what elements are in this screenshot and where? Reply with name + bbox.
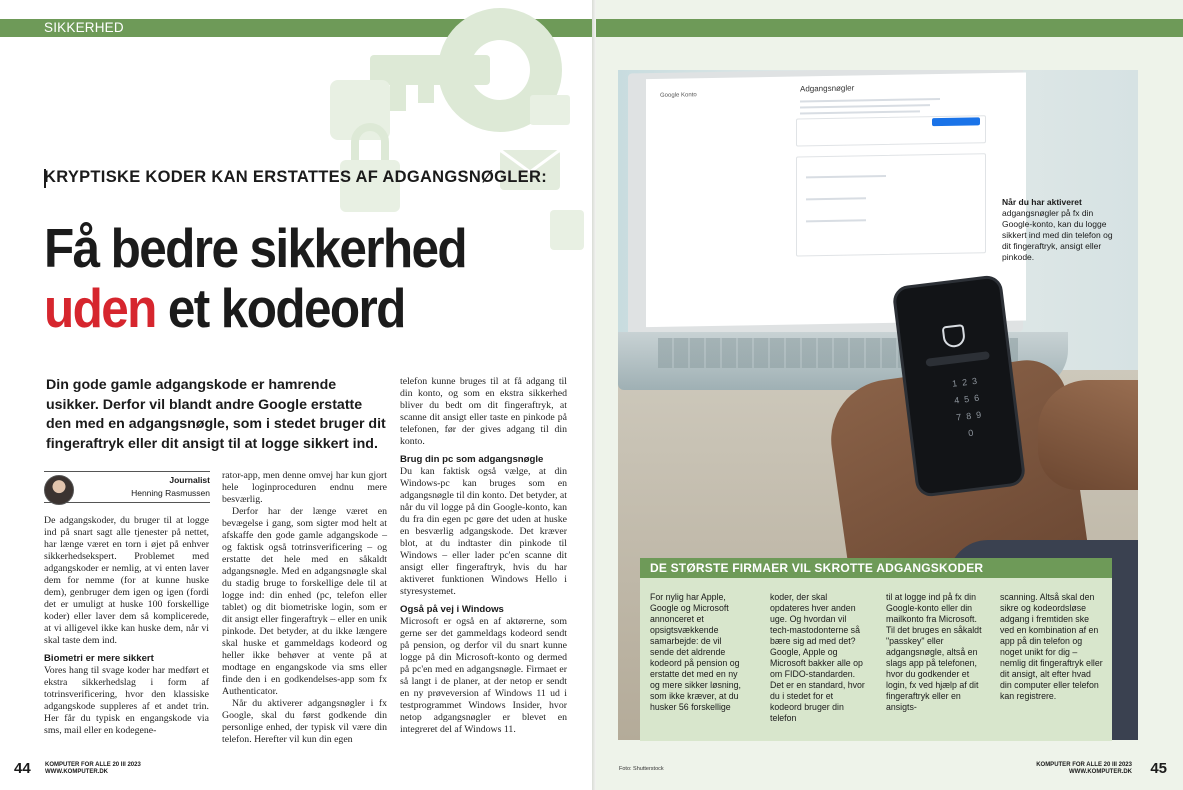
byline bbox=[44, 471, 210, 503]
pin-entry-dots bbox=[925, 351, 989, 367]
keypad-key: 1 bbox=[951, 378, 958, 389]
screen-blue-button bbox=[932, 117, 980, 126]
body-paragraph: De adgangskoder, du bruger til at logge ind på snart sagt alle tjenester på nettet, har længe været en torn i øjet på enhver sikkerhedsekspert. Problemet med adgangskoder er nemlig, at vi enten laver dem for nemme (for at kunne huske dem), genbruger dem igen og igen (fordi det er umuligt at huske 100 forskellige koder) eller laver dem så komplicerede, at vi alligevel ikke kan huske dem, når vi skal taste dem ind. bbox=[44, 515, 209, 646]
byline-role: Journalist bbox=[169, 475, 210, 485]
keypad-key: 4 bbox=[953, 395, 960, 406]
body-paragraph: Microsoft er også en af aktørerne, som gerne ser det gammeldags kodeord sendt på pension, og derfor vil du snart kunne logge på din Microsoft-konto og dermed på pc'en med en adgangsnøgle. Firmaet er så langt i de planer, at der netop er sendt en ny prøveversion af Windows 11 ud i testprogrammet Windows Insider, hvor netop adgangsnøgler er blevet en integreret del af Windows 11. bbox=[400, 616, 567, 735]
fact-box bbox=[640, 558, 1112, 741]
shield-check-icon bbox=[942, 324, 967, 349]
folio-right bbox=[1036, 762, 1132, 776]
google-account-logo: Google Konto bbox=[660, 92, 697, 99]
caption-text: adgangsnøgler på fx din Google-konto, kan du logge sikkert ind med din telefon og dit fingeraftryk, ansigt eller pinkode. bbox=[1002, 208, 1113, 262]
lead-paragraph: Din gode gamle adgangskode er hamrende usikker. Derfor vil blandt andre Google erstatte den med en adgangsnøgle, som i stedet bruger dit fingeraftryk eller dit ansigt til at logge sikkert ind. bbox=[46, 377, 386, 452]
keypad-key: 5 bbox=[963, 393, 970, 405]
screen-text-line bbox=[800, 104, 930, 108]
page-number-right: 45 bbox=[1150, 760, 1167, 777]
keypad-key: 8 bbox=[965, 410, 972, 422]
body-column-3 bbox=[400, 376, 567, 736]
body-paragraph: rator-app, men denne omvej har kun gjort hele loginproceduren endnu mere besværlig. bbox=[222, 470, 387, 505]
keypad-key: 2 bbox=[961, 377, 968, 388]
fact-box-title: DE STØRSTE FIRMAER VIL SKROTTE ADGANGSKODER bbox=[640, 558, 1112, 578]
headline bbox=[44, 218, 530, 338]
keypad-key: 0 bbox=[967, 427, 974, 439]
author-avatar bbox=[44, 475, 74, 505]
fact-box-column: koder, der skal opdateres hver anden uge. Og hvordan vil tech-mastodonterne så bære sig ad med det? Google, Apple og Microsoft bakker alle op om FIDO-standarden. Det er en standard, hvor du i stedet for et kodeord bruger din telefon bbox=[770, 592, 865, 723]
page-number-left: 44 bbox=[14, 760, 31, 777]
right-page bbox=[596, 0, 1183, 790]
screen-text-line bbox=[800, 110, 920, 114]
phone-keypad bbox=[936, 371, 1003, 467]
photo-caption bbox=[1002, 197, 1122, 263]
headline-red-word: uden bbox=[44, 277, 156, 339]
screen-text-line bbox=[800, 98, 940, 102]
photo-credit: Foto: Shutterstock bbox=[619, 766, 664, 772]
passkeys-page-title: Adgangsnøgler bbox=[800, 83, 855, 94]
headline-line1: Få bedre sikkerhed bbox=[44, 217, 467, 279]
section-tag: SIKKERHED bbox=[44, 20, 124, 35]
fact-box-column: For nylig har Apple, Google og Microsoft annonceret et opsigtsvækkende samarbejde: de vil sende det aldrende kodeord på pension og erstatte det med en ny og mere sikker løsning, som ikke kræver, at du husker 56 forskellige bbox=[650, 592, 741, 712]
folio-left bbox=[45, 762, 141, 776]
folio-url: WWW.KOMPUTER.DK bbox=[45, 769, 108, 775]
section-bar-right bbox=[596, 19, 1183, 37]
folio-issue: KOMPUTER FOR ALLE 20 III 2023 bbox=[1036, 762, 1132, 768]
keypad-key: 9 bbox=[975, 409, 982, 421]
body-paragraph: Du kan faktisk også vælge, at din Windows-pc kan bruges som en adgangsnøgle til din konto. Det betyder, at når du vil logge på din Google-konto, kan du fra din egen pc gøre det uden at huske en besværlig adgangskode. Det kræver blot, at du indtaster din pinkode til Windows – eller lader pc'en scanne dit ansigt eller fingeraftryk, hvis du har aktiveret funktionen Windows Hello i styresystemet. bbox=[400, 466, 567, 597]
folio-url: WWW.KOMPUTER.DK bbox=[1069, 769, 1132, 775]
body-column-2 bbox=[222, 470, 387, 746]
byline-name: Henning Rasmussen bbox=[131, 488, 210, 498]
keypad-key: 6 bbox=[973, 392, 980, 404]
body-paragraph: Derfor har der længe været en bevægelse i gang, som sigter mod helt at afskaffe den gode gamle adgangskode – og faktisk også totrinsverificering – og erstatte det hele med en såkaldt adgangsnøgle. Med en adgangsnøgle skal du stadig bruge to forskellige dele til at logge ind: din enhed (pc, telefon eller tablet) og dit biometriske login, som er dit ansigt eller fingeraftryk – eller en unik pinkode. Det betyder, at du ikke længere skal huske et gammeldags kodeord og heller ikke behøver at vente på at modtage en engangskode via sms eller finde den i en godkendelses-app som fx Authenticator. bbox=[222, 506, 387, 697]
subheading: Brug din pc som adgangsnøgle bbox=[400, 454, 544, 465]
kicker: KRYPTISKE KODER KAN ERSTATTES AF ADGANGSNØGLER: bbox=[44, 168, 548, 186]
body-paragraph: Vores hang til svage koder har medført et ekstra sikkerhedslag i form af totrinsverificering, hvor den klassiske adgangskode suppleres af et andet trin. Her får du typisk en engangskode via sms, mail eller en kodegene- bbox=[44, 665, 209, 736]
subheading: Biometri er mere sikkert bbox=[44, 653, 154, 664]
screen-card bbox=[796, 153, 986, 256]
body-paragraph: telefon kunne bruges til at få adgang til din konto, og som en ekstra sikkerhed bliver du bedt om dit fingeraftryk, at scanne dit ansigt eller taste en pinkode på telefonen, før der gives adgang til din konto. bbox=[400, 376, 567, 447]
fact-box-column: scanning. Altså skal den sikre og kodeordsløse adgang i fremtiden ske ved en kombination af en app på din telefon og noget unikt for dig – nemlig dit fingeraftryk eller dit ansigt, alt efter hvad din computer eller telefon kan registrere. bbox=[1000, 592, 1103, 701]
fact-box-column: til at logge ind på fx din Google-konto eller din mailkonto fra Microsoft. Til det bruges en såkaldt "passkey" eller adgangsnøgle, altså en slags app på telefonen, hvor du godkender et login, fx ved hjælp af dit fingeraftryk eller en ansigts- bbox=[886, 592, 982, 712]
keypad-key: 3 bbox=[971, 375, 978, 387]
keypad-key: 7 bbox=[955, 411, 962, 423]
headline-rest: et kodeord bbox=[155, 277, 405, 339]
caption-lead: Når du har aktiveret bbox=[1002, 197, 1082, 207]
folio-issue: KOMPUTER FOR ALLE 20 III 2023 bbox=[45, 762, 141, 768]
body-column-1 bbox=[44, 515, 209, 737]
body-paragraph: Når du aktiverer adgangsnøgler i fx Google, skal du først godkende din personlige enhed, der typisk vil være din telefon. Herefter vil kun din egen bbox=[222, 698, 387, 745]
pointing-hand bbox=[1038, 380, 1138, 490]
subheading: Også på vej i Windows bbox=[400, 604, 504, 615]
